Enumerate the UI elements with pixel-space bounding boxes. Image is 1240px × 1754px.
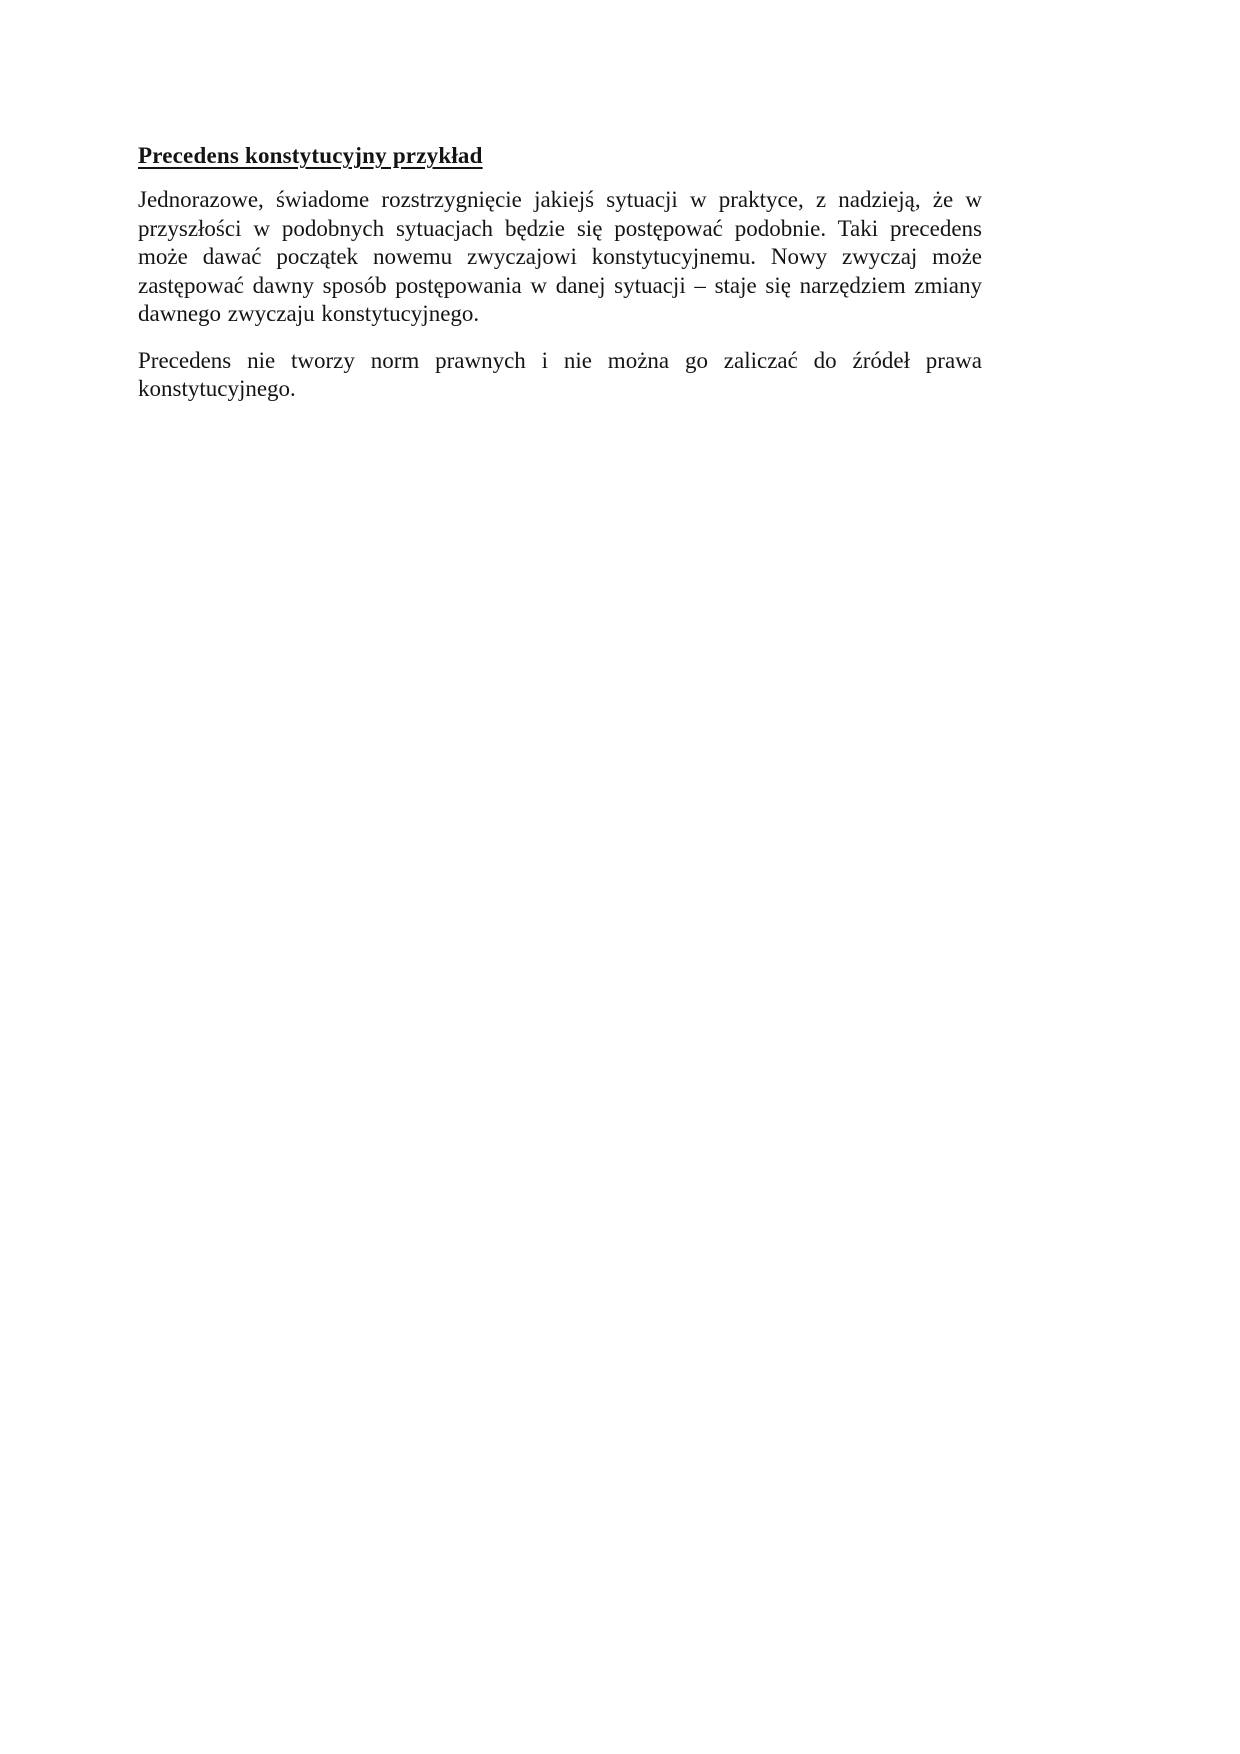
paragraph-precedens-definition: Jednorazowe, świadome rozstrzygnięcie jakiejś sytuacji w praktyce, z nadzieją, że w przyszłości w podobnych sytuacjach będzie się postępować podobnie. Taki precedens może dawać początek nowemu zwyczajowi konstytucyjnemu. Nowy zwyczaj może zastępować dawny sposób postępowania w danej sytuacji – staje się narzędziem zmiany dawnego zwyczaju konstytucyjnego. [138,187,982,326]
document-page [138,141,982,422]
document-title: Precedens konstytucyjny przykład [138,143,483,168]
paragraph-precedens-norms: Precedens nie tworzy norm prawnych i nie można go zaliczać do źródeł prawa konstytucyjnego. [138,347,982,401]
